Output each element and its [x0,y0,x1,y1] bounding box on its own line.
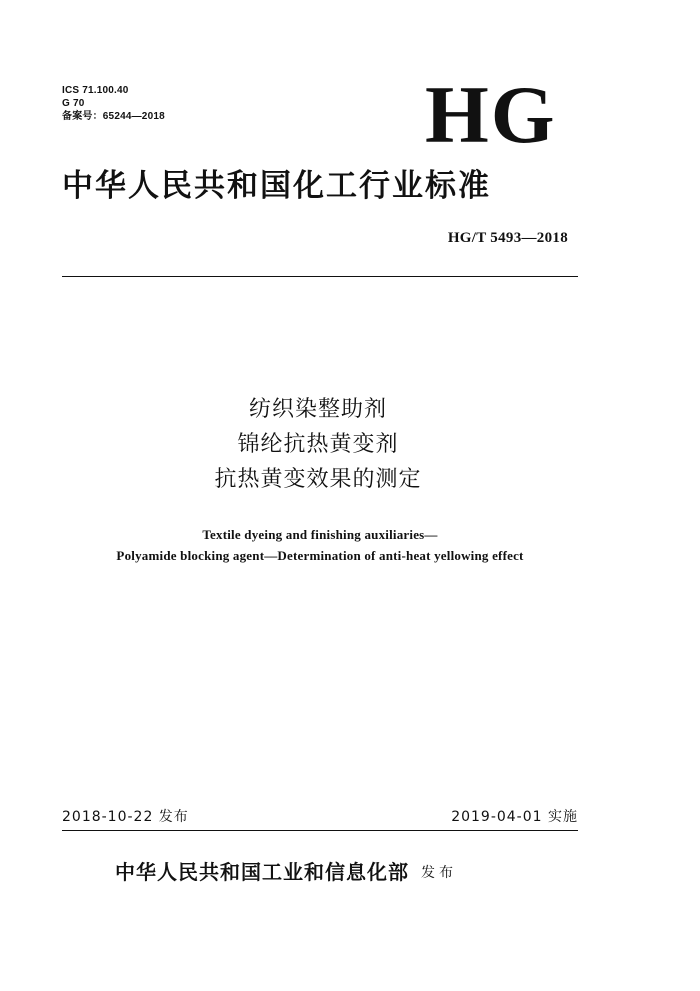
standard-logo: HG [425,69,557,160]
top-divider [62,276,578,277]
publish-date: 2018-10-22 发布 [62,809,189,825]
filing-number: 备案号：65244—2018 [62,111,165,122]
issuer [115,858,457,887]
bottom-divider [62,830,578,831]
english-title [0,524,640,566]
organization-title: 中华人民共和国化工行业标准 [62,168,491,204]
title-line-3: 抗热黄变效果的测定 [214,467,422,492]
chinese-title [0,392,636,497]
issuer-name: 中华人民共和国工业和信息化部 [115,860,409,884]
title-line-1: 纺织染整助剂 [248,397,387,422]
issuer-suffix: 发布 [421,865,457,881]
english-title-line-1: Textile dyeing and finishing auxiliaries— [202,527,438,542]
english-title-line-2: Polyamide blocking agent—Determination of anti-heat yellowing effect [116,548,524,563]
ccs-code: G 70 [62,98,85,109]
standard-number: HG/T 5493—2018 [447,230,568,246]
title-line-2: 锦纶抗热黄变剂 [237,432,399,457]
effective-date: 2019-04-01 实施 [451,809,578,825]
ics-code: ICS 71.100.40 [62,85,129,96]
